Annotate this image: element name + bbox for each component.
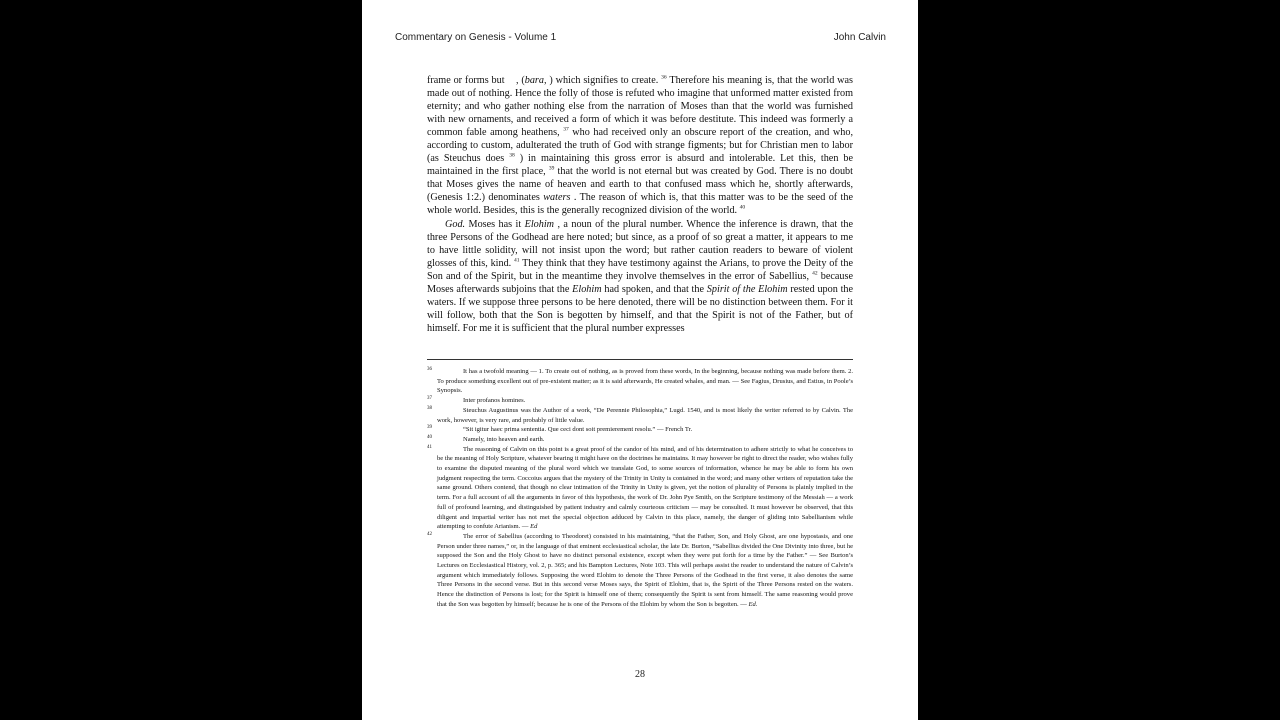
footnote-body	[437, 532, 853, 610]
footnote-number: 37	[427, 396, 432, 402]
footnote-ref-40[interactable]: 40	[739, 205, 746, 212]
footnote-text: The error of Sabellius (according to Theodoret) consisted in his maintaining, “that the Father, Son, and Holy Ghost, are one hypostasis, and one Person under three names,” or, in the language of that eminent ecclesiastical scholar, the late Dr. Burton, “Sabellius divided the One Divinity into three, but he supposed the Son and the Holy Ghost to have no distinct personal existence, except when they were put forth for a time by the Father.” — See Burton’s Lectures on Ecclesiastical History, vol. 2, p. 365; and his Bampton Lectures, Note 103. This will perhaps assist the reader to understand the nature of Calvin’s argument which immediately follows. Supposing the word Elohim to denote the Three Persons of the Godhead in the first verse, it also denotes the same Three Persons in the second verse. But in this second verse Moses says, the Spirit of Elohim, that is, the Spirit of the Three Persons rested on the waters. Hence the distinction of Persons is lost; for the Spirit is himself one of them; consequently the Spirit is sent from himself. The same reasoning would prove that the Son was begotten by himself; because he is one of the Persons of the Elohim by whom the Son is begotten. —	[437, 532, 853, 608]
footnote-ref-41[interactable]: 41	[514, 257, 520, 264]
footnote-42	[427, 532, 853, 610]
running-header-title: Commentary on Genesis - Volume 1	[395, 32, 557, 43]
footnote-ref-38[interactable]: 38	[509, 152, 515, 159]
term-bara: bara,	[524, 75, 547, 86]
text-run: rested upon the waters. If we suppose three persons to be here denoted, there will be no distinction between them. For it will follow, both that the Son is begotten by himself, and that the Spirit is not of the Father, but of himself. For me it is sufficient that the plural number expresses	[427, 283, 854, 334]
term-elohim: Elohim	[524, 218, 555, 230]
footnote-number: 39	[427, 425, 432, 431]
footnote-text: The reasoning of Calvin on this point is a great proof of the candor of his mind, and of his determination to adhere strictly to what he conceives to be the meaning of Holy Scripture, whatever bearing it might have on the doctrines he maintains. It may however be right to direct the reader, who wishes fully to examine the disputed meaning of the plural word which we translate God, to some sources of information, whence he may be able to form his own judgment respecting the term. Coccoius argues that the mystery of the Trinity in Unity is contained in the word; and many other writers of reputation take the same ground. Others contend, that though no clear intimation of the Trinity in Unity is given, yet the notion of plurality of Persons is plainly implied in the term. For a full account of all the arguments in favor of this hypothesis, the work of Dr. John Pye Smith, on the Scripture testimony of the Messiah — a work full of profound learning, and distinguished by patient industry and calmly courteous criticism — may be consulted. It must however be observed, that this diligent and impartial writer has not met the special objection adduced by Calvin in this place, namely, the danger of gliding into Sabellianism while attempting to confute Arianism. —	[437, 445, 853, 531]
text-run: They think that they have testimony against the Arians, to prove the Deity of the Son and of the Spirit, but in the meantime they involve themselves in the error of Sabellius,	[427, 257, 853, 282]
document-page	[362, 0, 918, 720]
footnote-41	[427, 445, 853, 532]
term-waters: waters	[543, 192, 571, 204]
footnote-39	[427, 425, 853, 435]
text-run: that the world is not eternal but was created by God. There is no doubt that Moses gives the name of heaven and earth to that confused mass which he, shortly afterwards, (Genesis 1:2.) denominates	[427, 166, 853, 204]
text-run: ) in maintaining this gross error is absurd and intolerable. Let this, then be maintained in the first place,	[427, 153, 853, 178]
footnote-37	[427, 396, 853, 406]
text-run: ) which signifies to create.	[549, 75, 659, 86]
footnote-body	[437, 445, 853, 532]
footnote-ref-42[interactable]: 42	[812, 270, 818, 277]
text-run: , (	[515, 75, 525, 86]
footnote-text: Steuchus Augustinus was the Author of a work, “De Perennie Philosophia,” Lugd. 1540, and is most likely the writer referred to by Calvin. The work, however, is very rare, and probably of little value.	[437, 406, 853, 424]
main-text	[427, 74, 853, 335]
text-run: had spoken, and that the	[604, 283, 705, 295]
footnote-text: It has a twofold meaning — 1. To create out of nothing, as is proved from these words, In the beginning, because nothing was made before them. 2. To produce something excellent out of pre-existent matter; as it is said afterwards, He created whales, and man. — See Fagius, Drusius, and Estius, in Poole’s Synopsis.	[437, 368, 853, 395]
footnote-ref-36[interactable]: 36	[661, 74, 667, 81]
text-run: , a noun of the plural number. Whence the inference is drawn, that the three Persons of the Godhead are here noted; but since, as a proof of so great a matter, it appears to me to have little solidity, will not insist upon the word; but rather caution readers to beware of violent glosses of this, kind.	[427, 218, 854, 269]
footnote-separator	[427, 359, 853, 360]
footnote-ref-37[interactable]: 37	[563, 126, 569, 133]
footnote-text: “Sit igitur haec prima sententia. Que ceci dont soit premierement resolu.” — French Tr.	[463, 426, 693, 434]
term-elohim: Elohim	[572, 283, 602, 295]
text-run: Moses has it	[468, 218, 522, 230]
text-run: frame or forms but	[427, 75, 505, 86]
footnote-number: 40	[427, 434, 432, 440]
footnotes	[427, 367, 853, 610]
footnote-ref-39[interactable]: 39	[548, 165, 555, 172]
footnote-number: 38	[427, 405, 432, 411]
footnote-editor-mark: Ed.	[748, 600, 758, 608]
footnote-number: 41	[427, 444, 432, 450]
page-number: 28	[635, 669, 645, 680]
running-header-author: John Calvin	[833, 32, 886, 43]
footnote-text: Namely, into heaven and earth.	[463, 435, 545, 443]
footnote-editor-mark: Ed	[530, 523, 538, 531]
text-run: because Moses afterwards subjoins that the	[427, 270, 854, 295]
term-god: God.	[445, 218, 466, 230]
paragraph	[427, 218, 853, 335]
term-spirit-of-elohim: Spirit of the Elohim	[706, 283, 788, 295]
footnote-36	[427, 367, 853, 396]
footnote-number: 42	[427, 531, 432, 537]
footnote-text: Inter profanos homines.	[463, 397, 526, 405]
text-run: who had received only an obscure report of the creation, and who, according to custom, adulterated the truth of God with strange figments; but for Christian men to labor (as Steuchus does	[427, 127, 853, 165]
footnote-40	[427, 435, 853, 445]
text-run: Therefore his meaning is, that the world was made out of nothing. Hence the folly of those is refuted who imagine that unformed matter existed from eternity; and who gather nothing else from the narration of Moses than that the world was furnished with new ornaments, and received a form of which it was before destitute. This indeed was formerly a common fable among heathens,	[427, 75, 854, 139]
footnote-38	[427, 406, 853, 425]
paragraph	[427, 74, 853, 218]
text-run: . The reason of which is, that this matter was to be the seed of the whole world. Besides, this is the generally recognized division of the world.	[427, 192, 854, 217]
footnote-number: 36	[427, 367, 432, 372]
